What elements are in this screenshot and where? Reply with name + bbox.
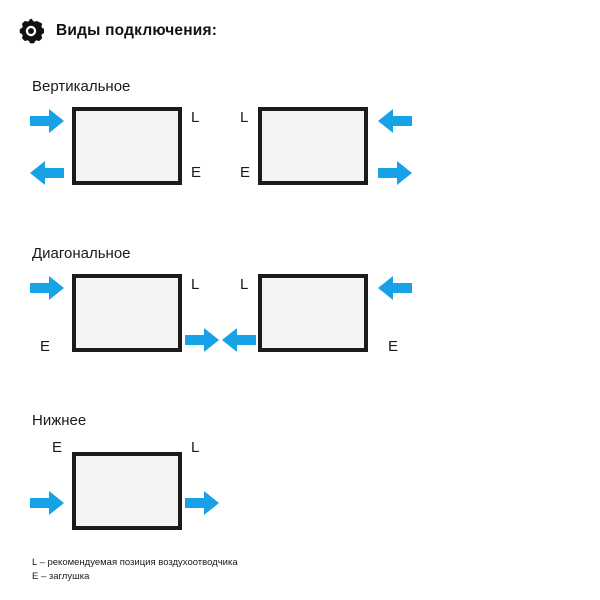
legend-line-e: E – заглушка (32, 570, 90, 582)
arrow-out-right-bottom-diagonal (222, 327, 256, 353)
radiator-diagonal-left (72, 274, 182, 352)
port-label-bottom-top-right: L (191, 439, 200, 456)
port-label-vertical-right-top-left: L (240, 109, 249, 126)
section-title-vertical: Вертикальное (32, 78, 131, 95)
radiator-vertical-left (72, 107, 182, 185)
arrow-out-left-bottom-diagonal (185, 327, 219, 353)
port-label-diagonal-left-bottom-left: E (40, 338, 51, 355)
arrow-out-bottom-right (185, 490, 219, 516)
port-label-bottom-top-left: E (52, 439, 63, 456)
port-label-vertical-left-top-right: L (191, 109, 200, 126)
gear-icon (18, 18, 44, 44)
radiator-bottom (72, 452, 182, 530)
port-label-diagonal-right-bottom-right: E (388, 338, 399, 355)
arrow-in-left-top (30, 108, 64, 134)
arrow-in-bottom-left (30, 490, 64, 516)
port-label-diagonal-right-top-left: L (240, 276, 249, 293)
arrow-out-right-bottom (378, 160, 412, 186)
arrow-in-right-top-diagonal (378, 275, 412, 301)
arrow-out-left-bottom (30, 160, 64, 186)
port-label-diagonal-left-top-right: L (191, 276, 200, 293)
radiator-diagonal-right (258, 274, 368, 352)
arrow-in-left-top-diagonal (30, 275, 64, 301)
port-label-vertical-left-bottom-right: E (191, 164, 202, 181)
page-title: Виды подключения: (56, 22, 218, 39)
section-title-bottom: Нижнее (32, 412, 87, 429)
arrow-in-right-top (378, 108, 412, 134)
port-label-vertical-right-bottom-left: E (240, 164, 251, 181)
legend (32, 556, 238, 584)
section-title-diagonal: Диагональное (32, 245, 131, 262)
header (18, 18, 217, 44)
radiator-vertical-right (258, 107, 368, 185)
legend-line-l: L – рекомендуемая позиция воздухоотводчика (32, 557, 238, 568)
